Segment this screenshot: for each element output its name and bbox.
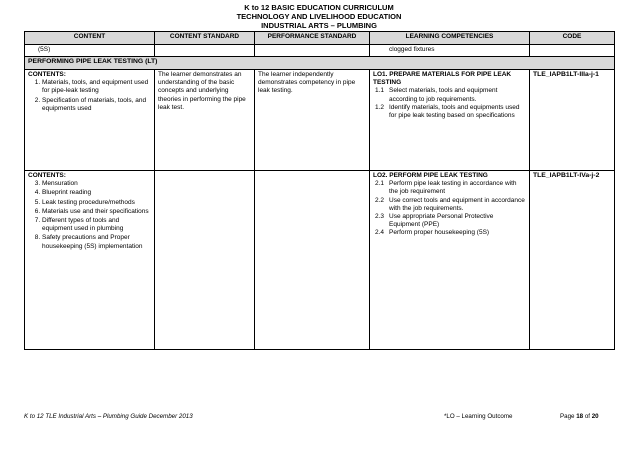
page-of: of [584, 413, 590, 420]
empty-cell [155, 171, 255, 350]
contents-heading: CONTENTS: [28, 172, 66, 179]
table-row [25, 70, 615, 171]
competency-number: 2.4 [375, 229, 385, 237]
competency-cell [370, 171, 530, 350]
footer-guide-title: K to 12 TLE Industrial Arts – Plumbing Guide December 2013 [24, 413, 193, 420]
page-current: 18 [576, 413, 584, 420]
code-cell: TLE_IAPB1LT-IVa-j-2 [530, 171, 615, 350]
continued-competency-cell [370, 45, 530, 57]
learning-outcome-title: LO2. PERFORM PIPE LEAK TESTING [373, 172, 488, 179]
column-header-content-standard: CONTENT STANDARD [155, 32, 255, 45]
competency-number: 2.2 [375, 196, 385, 204]
content-cell [25, 70, 155, 171]
competency-text: Use correct tools and equipment in accordance with the job requirements. [389, 196, 525, 212]
list-item [373, 87, 526, 103]
competency-number: 2.3 [375, 213, 385, 221]
footer-lo-note: *LO – Learning Outcome [444, 413, 513, 420]
empty-cell [155, 45, 255, 57]
empty-cell [530, 45, 615, 57]
empty-cell [255, 45, 370, 57]
curriculum-table [24, 31, 615, 350]
table-header-row [25, 32, 615, 45]
column-header-code: CODE [530, 32, 615, 45]
continued-competency: clogged fixtures [389, 46, 435, 53]
continued-content: (5S) [38, 46, 51, 53]
list-item: 1. Materials, tools, and equipment used for pipe-leak testing [42, 79, 151, 95]
specialization-title: INDUSTRIAL ARTS – PLUMBING [261, 21, 377, 30]
code-cell: TLE_IAPB1LT-IIIa-j-1 [530, 70, 615, 171]
continued-content-cell [25, 45, 155, 57]
contents-heading: CONTENTS: [28, 71, 66, 78]
competency-cell [370, 70, 530, 171]
column-header-learning-competencies: LEARNING COMPETENCIES [370, 32, 530, 45]
page-number [560, 413, 599, 420]
column-header-content: CONTENT [25, 32, 155, 45]
section-row [25, 57, 615, 70]
column-header-performance-standard: PERFORMANCE STANDARD [255, 32, 370, 45]
list-item: 8. Safety precautions and Proper housekeeping (5S) implementation [42, 234, 151, 250]
list-item: 7. Different types of tools and equipment used in plumbing [42, 217, 151, 233]
list-item: 3. Mensuration [42, 180, 151, 188]
list-item: 2. Specification of materials, tools, and equipments used [42, 97, 151, 113]
page-label: Page [560, 413, 575, 420]
content-list [28, 180, 151, 251]
list-item [373, 180, 526, 196]
content-list [28, 79, 151, 113]
competency-text: Perform proper housekeeping (5S) [389, 229, 490, 237]
competency-text: Select materials, tools and equipment according to job requirements. [389, 87, 498, 103]
competency-text: Use appropriate Personal Protective Equipment (PPE) [389, 213, 494, 229]
competency-number: 1.2 [375, 103, 385, 111]
content-cell [25, 171, 155, 350]
performance-standard-cell: The learner independently demonstrates competency in pipe leak testing. [255, 70, 370, 171]
list-item: 6. Materials use and their specifications [42, 208, 151, 216]
section-title: PERFORMING PIPE LEAK TESTING (LT) [25, 57, 615, 70]
competency-text: Perform pipe leak testing in accordance with the job requirement [389, 180, 517, 196]
empty-cell [255, 171, 370, 350]
learning-outcome-title: LO1. PREPARE MATERIALS FOR PIPE LEAK TESTING [373, 71, 512, 87]
list-item [373, 104, 526, 120]
list-item [373, 213, 526, 229]
table-row [25, 171, 615, 350]
curriculum-title: K to 12 BASIC EDUCATION CURRICULUM [244, 3, 394, 12]
list-item: 5. Leak testing procedure/methods [42, 199, 151, 207]
competency-number: 2.1 [375, 180, 385, 188]
subject-title: TECHNOLOGY AND LIVELIHOOD EDUCATION [236, 12, 402, 21]
page-total: 20 [591, 413, 599, 420]
list-item [373, 229, 526, 237]
list-item: 4. Blueprint reading [42, 189, 151, 197]
continued-row [25, 45, 615, 57]
competency-number: 1.1 [375, 87, 385, 95]
content-standard-cell: The learner demonstrates an understanding of the basic concepts and underlying theories in performing the pipe leak test. [155, 70, 255, 171]
competency-text: Identify materials, tools and equipments used for pipe leak testing based on specifications [389, 103, 520, 120]
list-item [373, 197, 526, 213]
